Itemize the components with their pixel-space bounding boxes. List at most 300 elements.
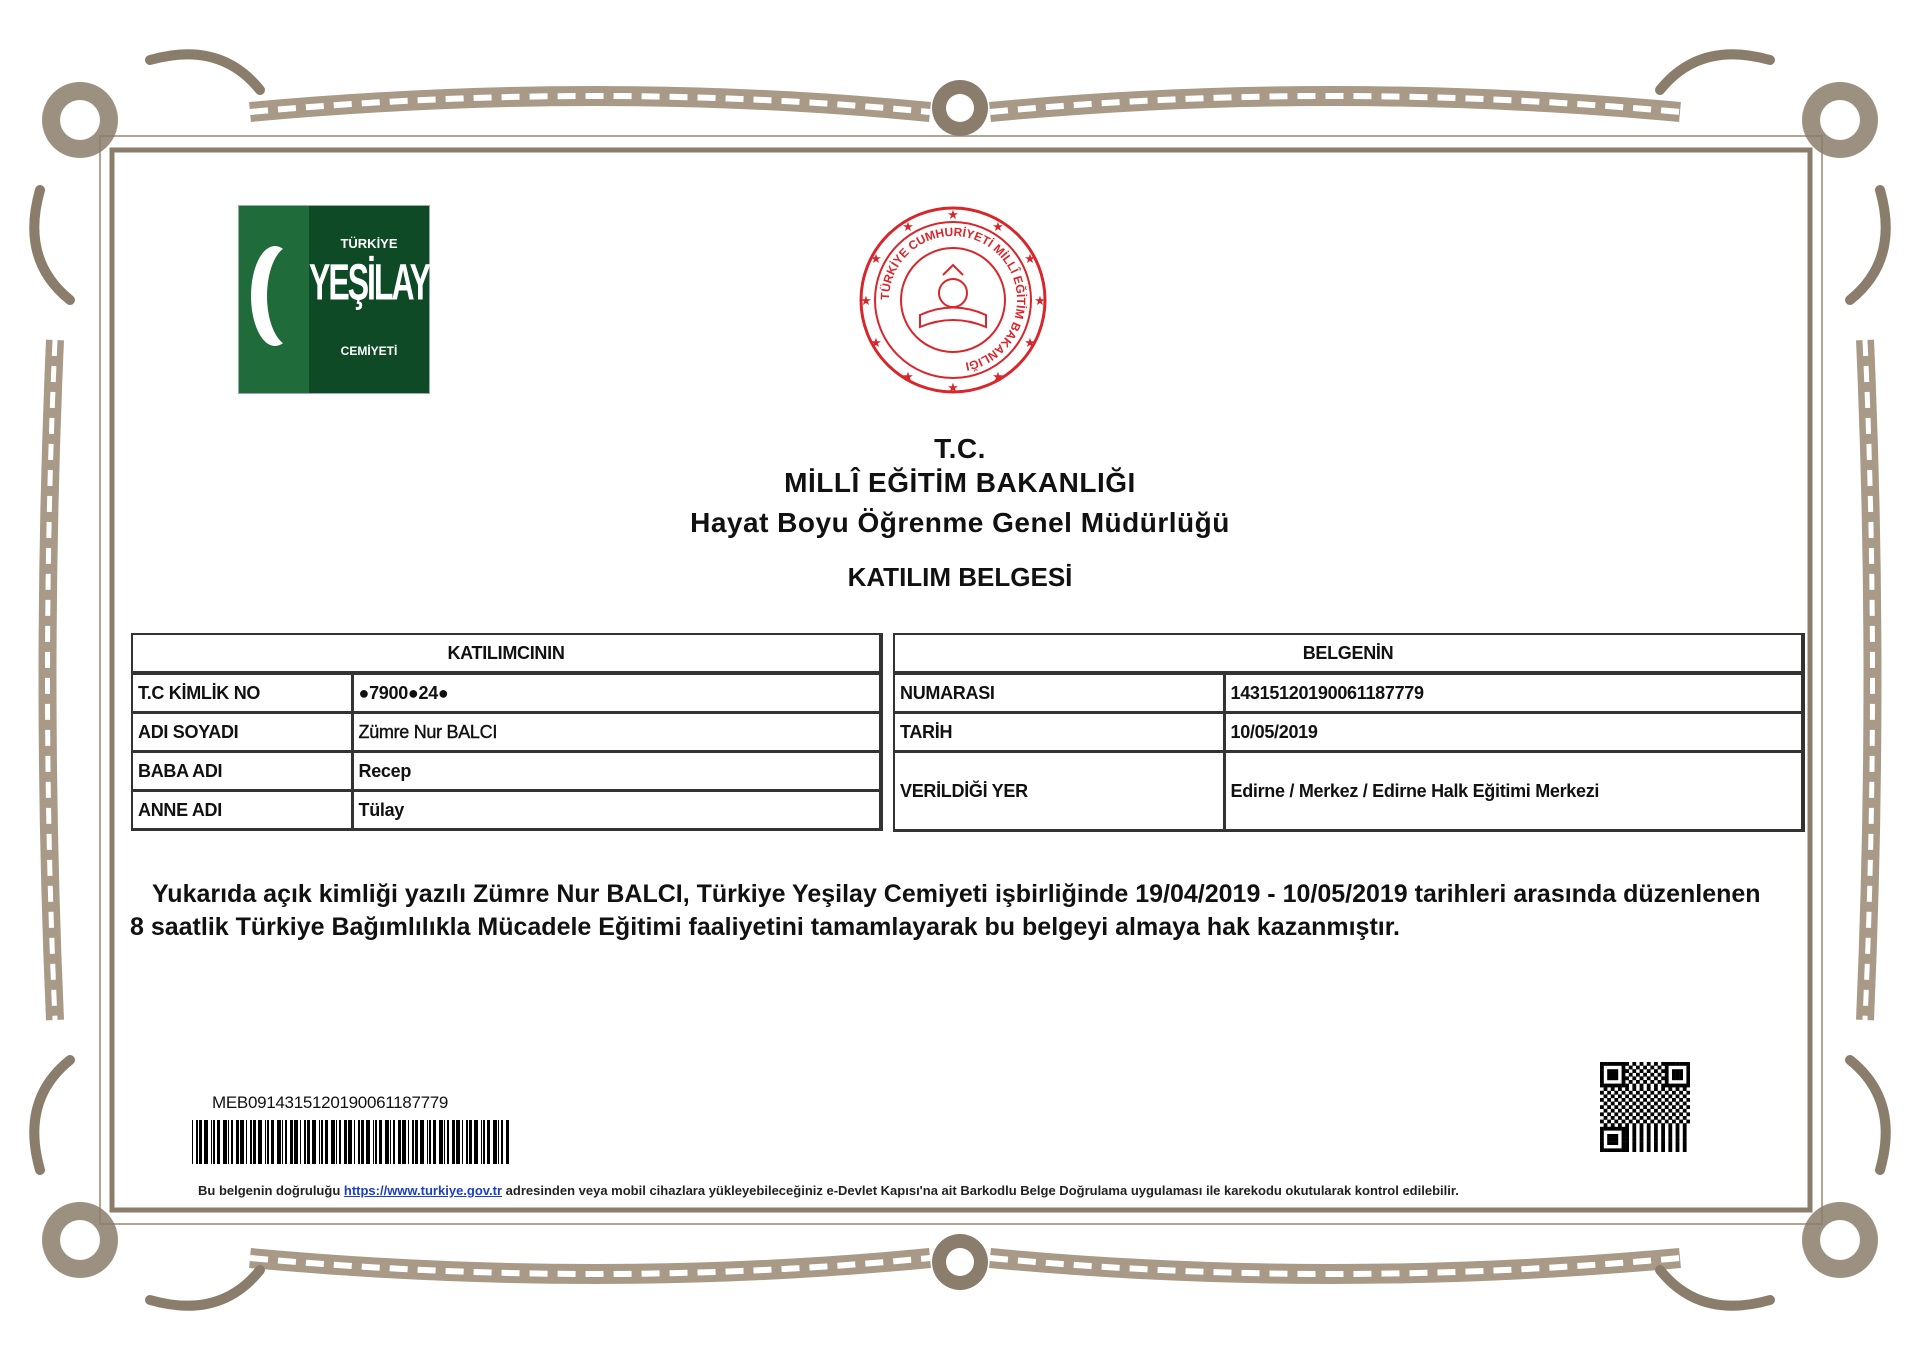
qr-module: [1658, 1120, 1662, 1124]
qr-module: [1618, 1062, 1622, 1066]
qr-module: [1614, 1098, 1618, 1102]
qr-module: [1625, 1127, 1629, 1131]
verification-suffix: adresinden veya mobil cihazlara yükleyebileceğiniz e-Devlet Kapısı'na ait Barkodlu Belge Doğrulama uygulaması ile karekodu okutularak kontrol edilebilir.: [502, 1183, 1459, 1198]
mother-name-value: Tülay: [352, 791, 881, 830]
barcode-bar: [506, 1120, 509, 1164]
svg-text:★: ★: [947, 380, 959, 395]
qr-module: [1625, 1138, 1629, 1142]
qr-module: [1600, 1084, 1604, 1088]
barcode-bar: [213, 1120, 215, 1164]
qr-module: [1654, 1138, 1658, 1142]
qr-module: [1647, 1148, 1651, 1152]
qr-module: [1600, 1148, 1604, 1152]
row-label: ANNE ADI: [132, 791, 352, 830]
svg-text:★: ★: [947, 207, 959, 222]
qr-module: [1654, 1109, 1658, 1113]
qr-module: [1625, 1069, 1629, 1073]
barcode-bar: [265, 1120, 266, 1164]
qr-module: [1668, 1127, 1672, 1131]
row-label: ADI SOYADI: [132, 713, 352, 752]
qr-module: [1614, 1148, 1618, 1152]
qr-module: [1607, 1127, 1611, 1131]
qr-module: [1604, 1102, 1608, 1106]
certificate-number-value: 14315120190061187779: [1224, 673, 1803, 713]
qr-module: [1622, 1130, 1626, 1134]
qr-module: [1625, 1087, 1629, 1091]
qr-module: [1629, 1066, 1633, 1070]
qr-module: [1665, 1069, 1669, 1073]
barcode-bar: [361, 1120, 364, 1164]
qr-module: [1676, 1134, 1680, 1138]
barcode-bar: [290, 1120, 293, 1164]
barcode-bar: [429, 1120, 431, 1164]
qr-module: [1625, 1076, 1629, 1080]
participant-table: [131, 633, 883, 831]
qr-module: [1611, 1148, 1615, 1152]
qr-module: [1632, 1134, 1636, 1138]
qr-module: [1661, 1123, 1665, 1127]
barcode-bar: [285, 1120, 287, 1164]
qr-module: [1672, 1069, 1676, 1073]
barcode-bar: [474, 1120, 478, 1164]
qr-module: [1668, 1102, 1672, 1106]
barcode-bar: [258, 1120, 262, 1164]
barcode-bar: [228, 1120, 229, 1164]
qr-module: [1661, 1145, 1665, 1149]
document-title: KATILIM BELGESİ: [847, 562, 1073, 592]
barcode-bar: [339, 1120, 341, 1164]
qr-module: [1650, 1120, 1654, 1124]
qr-module: [1661, 1138, 1665, 1142]
qr-module: [1611, 1127, 1615, 1131]
qr-module: [1654, 1123, 1658, 1127]
table-row: [894, 673, 1803, 713]
qr-module: [1679, 1062, 1683, 1066]
qr-module: [1665, 1062, 1669, 1066]
qr-module: [1640, 1141, 1644, 1145]
qr-module: [1676, 1102, 1680, 1106]
qr-module: [1672, 1084, 1676, 1088]
qr-module: [1647, 1138, 1651, 1142]
qr-module: [1629, 1073, 1633, 1077]
qr-module: [1679, 1076, 1683, 1080]
barcode-bar: [304, 1120, 306, 1164]
qr-module: [1625, 1134, 1629, 1138]
qr-module: [1650, 1098, 1654, 1102]
qr-module: [1636, 1098, 1640, 1102]
qr-module: [1658, 1091, 1662, 1095]
qr-module: [1654, 1127, 1658, 1131]
logo-text-turkiye: TÜRKİYE: [340, 236, 398, 251]
barcode-bar: [223, 1120, 227, 1164]
qr-module: [1683, 1109, 1687, 1113]
qr-module: [1622, 1138, 1626, 1142]
qr-module: [1629, 1120, 1633, 1124]
barcode-bar: [358, 1120, 360, 1164]
qr-module: [1600, 1066, 1604, 1070]
qr-module: [1672, 1105, 1676, 1109]
qr-module: [1679, 1073, 1683, 1077]
header-ministry: MİLLÎ EĞİTİM BAKANLIĞI: [784, 467, 1136, 498]
qr-module: [1600, 1134, 1604, 1138]
qr-module: [1654, 1141, 1658, 1145]
qr-module: [1632, 1127, 1636, 1131]
qr-module: [1611, 1073, 1615, 1077]
barcode-bar: [415, 1120, 418, 1164]
barcode-bar: [498, 1120, 499, 1164]
qr-module: [1607, 1120, 1611, 1124]
qr-module: [1618, 1148, 1622, 1152]
qr-code[interactable]: [1600, 1062, 1690, 1152]
qr-module: [1629, 1080, 1633, 1084]
qr-module: [1625, 1116, 1629, 1120]
qr-module: [1668, 1084, 1672, 1088]
qr-module: [1647, 1141, 1651, 1145]
svg-text:★: ★: [1024, 335, 1036, 350]
qr-module: [1647, 1130, 1651, 1134]
qr-module: [1640, 1138, 1644, 1142]
qr-module: [1640, 1109, 1644, 1113]
qr-module: [1647, 1087, 1651, 1091]
qr-module: [1643, 1098, 1647, 1102]
qr-module: [1643, 1080, 1647, 1084]
qr-module: [1683, 1127, 1687, 1131]
qr-module: [1629, 1091, 1633, 1095]
qr-module: [1622, 1091, 1626, 1095]
qr-module: [1600, 1138, 1604, 1142]
qr-module: [1647, 1123, 1651, 1127]
qr-module: [1640, 1145, 1644, 1149]
qr-module: [1658, 1073, 1662, 1077]
barcode-bar: [312, 1120, 316, 1164]
qr-module: [1647, 1134, 1651, 1138]
qr-module: [1614, 1120, 1618, 1124]
table-row: [132, 713, 881, 752]
qr-module: [1672, 1098, 1676, 1102]
barcode-bar: [199, 1120, 202, 1164]
qr-module: [1665, 1098, 1669, 1102]
barcode-bar: [204, 1120, 208, 1164]
qr-module: [1640, 1084, 1644, 1088]
barcode-bar: [277, 1120, 281, 1164]
qr-module: [1654, 1094, 1658, 1098]
qr-module: [1665, 1112, 1669, 1116]
qr-module: [1600, 1091, 1604, 1095]
qr-module: [1600, 1127, 1604, 1131]
barcode-bar: [439, 1120, 443, 1164]
qr-module: [1650, 1112, 1654, 1116]
qr-module: [1604, 1109, 1608, 1113]
qr-module: [1625, 1094, 1629, 1098]
barcode-bar: [373, 1120, 374, 1164]
qr-module: [1672, 1062, 1676, 1066]
qr-module: [1650, 1080, 1654, 1084]
qr-module: [1625, 1109, 1629, 1113]
qr-module: [1614, 1062, 1618, 1066]
qr-module: [1654, 1087, 1658, 1091]
qr-module: [1661, 1109, 1665, 1113]
qr-module: [1604, 1094, 1608, 1098]
qr-module: [1607, 1084, 1611, 1088]
qr-module: [1658, 1080, 1662, 1084]
qr-module: [1650, 1091, 1654, 1095]
qr-module: [1647, 1076, 1651, 1080]
qr-module: [1636, 1112, 1640, 1116]
barcode-bar: [246, 1120, 247, 1164]
qr-module: [1654, 1145, 1658, 1149]
qr-module: [1604, 1127, 1608, 1131]
qr-module: [1683, 1138, 1687, 1142]
qr-module: [1647, 1116, 1651, 1120]
qr-module: [1676, 1116, 1680, 1120]
barcode-bar: [344, 1120, 347, 1164]
qr-module: [1647, 1102, 1651, 1106]
barcode-bar: [319, 1120, 320, 1164]
qr-module: [1632, 1130, 1636, 1134]
svg-text:★: ★: [1024, 251, 1036, 266]
barcode-bar: [452, 1120, 455, 1164]
qr-module: [1611, 1109, 1615, 1113]
qr-module: [1668, 1123, 1672, 1127]
row-label: BABA ADI: [132, 752, 352, 791]
qr-module: [1661, 1069, 1665, 1073]
table-row: [894, 713, 1803, 752]
barcode-bar: [321, 1120, 323, 1164]
qr-module: [1640, 1062, 1644, 1066]
qr-module: [1614, 1076, 1618, 1080]
barcode-bar: [240, 1120, 244, 1164]
barcode-bar: [433, 1120, 436, 1164]
barcode-bar: [282, 1120, 283, 1164]
qr-module: [1672, 1076, 1676, 1080]
qr-module: [1676, 1069, 1680, 1073]
qr-module: [1650, 1066, 1654, 1070]
qr-module: [1636, 1066, 1640, 1070]
qr-module: [1676, 1076, 1680, 1080]
qr-module: [1640, 1130, 1644, 1134]
barcode-bar: [267, 1120, 269, 1164]
qr-module: [1618, 1084, 1622, 1088]
qr-module: [1600, 1145, 1604, 1149]
body-text: Yukarıda açık kimliği yazılı Zümre Nur BALCI, Türkiye Yeşilay Cemiyeti işbirliğinde 19/04/2019 - 10/05/2019 tarihleri arasında düzenlenen 8 saatlik Türkiye Bağımlılıkla Mücadele Eğitimi faaliyetini tamamlayarak bu belgeyi almaya hak kazanmıştır.: [130, 880, 1761, 941]
qr-module: [1611, 1116, 1615, 1120]
qr-module: [1607, 1091, 1611, 1095]
qr-module: [1640, 1127, 1644, 1131]
qr-module: [1611, 1102, 1615, 1106]
qr-module: [1676, 1109, 1680, 1113]
qr-module: [1654, 1102, 1658, 1106]
barcode-bar: [217, 1120, 220, 1164]
qr-module: [1668, 1109, 1672, 1113]
seal-ring-text: TÜRKİYE CUMHURİYETİ MİLLÎ EĞİTİM BAKANLIĞI: [877, 224, 1029, 374]
qr-module: [1622, 1076, 1626, 1080]
qr-module: [1622, 1134, 1626, 1138]
qr-module: [1636, 1073, 1640, 1077]
qr-module: [1676, 1073, 1680, 1077]
qr-module: [1607, 1112, 1611, 1116]
qr-module: [1676, 1084, 1680, 1088]
qr-module: [1679, 1098, 1683, 1102]
qr-module: [1658, 1098, 1662, 1102]
qr-module: [1632, 1102, 1636, 1106]
qr-module: [1600, 1076, 1604, 1080]
qr-module: [1607, 1138, 1611, 1142]
qr-module: [1665, 1120, 1669, 1124]
qr-module: [1661, 1076, 1665, 1080]
verification-link[interactable]: https://www.turkiye.gov.tr: [343, 1183, 503, 1198]
qr-module: [1625, 1084, 1629, 1088]
qr-module: [1654, 1084, 1658, 1088]
qr-module: [1618, 1123, 1622, 1127]
qr-module: [1607, 1062, 1611, 1066]
barcode-bar: [420, 1120, 424, 1164]
qr-module: [1683, 1148, 1687, 1152]
barcode-bar: [253, 1120, 256, 1164]
qr-module: [1600, 1130, 1604, 1134]
barcode-bar: [331, 1120, 335, 1164]
qr-module: [1611, 1134, 1615, 1138]
qr-module: [1611, 1087, 1615, 1091]
qr-module: [1600, 1080, 1604, 1084]
barcode-bar: [447, 1120, 449, 1164]
qr-module: [1676, 1148, 1680, 1152]
qr-module: [1683, 1084, 1687, 1088]
qr-module: [1661, 1116, 1665, 1120]
qr-module: [1632, 1069, 1636, 1073]
qr-module: [1647, 1062, 1651, 1066]
qr-module: [1640, 1102, 1644, 1106]
qr-module: [1600, 1098, 1604, 1102]
qr-module: [1683, 1116, 1687, 1120]
qr-module: [1686, 1120, 1690, 1124]
qr-module: [1686, 1062, 1690, 1066]
qr-module: [1661, 1102, 1665, 1106]
qr-module: [1614, 1141, 1618, 1145]
qr-module: [1679, 1069, 1683, 1073]
qr-module: [1625, 1148, 1629, 1152]
qr-module: [1665, 1066, 1669, 1070]
qr-module: [1632, 1094, 1636, 1098]
qr-module: [1686, 1091, 1690, 1095]
qr-module: [1614, 1112, 1618, 1116]
header-directorate: Hayat Boyu Öğrenme Genel Müdürlüğü: [690, 507, 1230, 538]
qr-module: [1632, 1084, 1636, 1088]
qr-module: [1640, 1094, 1644, 1098]
barcode-bar: [271, 1120, 274, 1164]
qr-module: [1668, 1087, 1672, 1091]
qr-module: [1661, 1134, 1665, 1138]
qr-module: [1676, 1130, 1680, 1134]
table-row: [132, 791, 881, 830]
qr-module: [1611, 1094, 1615, 1098]
name-value: Zümre Nur BALCI: [352, 713, 881, 752]
qr-module: [1668, 1134, 1672, 1138]
qr-module: [1665, 1080, 1669, 1084]
qr-module: [1654, 1076, 1658, 1080]
barcode-bar: [390, 1120, 391, 1164]
qr-module: [1622, 1098, 1626, 1102]
qr-module: [1614, 1084, 1618, 1088]
qr-module: [1632, 1062, 1636, 1066]
certificate-heading: BELGENİN: [894, 634, 1803, 673]
qr-module: [1636, 1080, 1640, 1084]
yesilay-logo: [238, 205, 430, 394]
qr-module: [1611, 1138, 1615, 1142]
qr-module: [1622, 1112, 1626, 1116]
qr-module: [1683, 1145, 1687, 1149]
barcode-bar: [379, 1120, 382, 1164]
qr-module: [1604, 1084, 1608, 1088]
qr-module: [1654, 1148, 1658, 1152]
qr-module: [1607, 1076, 1611, 1080]
qr-module: [1604, 1087, 1608, 1091]
qr-module: [1600, 1120, 1604, 1124]
qr-module: [1618, 1127, 1622, 1131]
qr-module: [1611, 1062, 1615, 1066]
qr-module: [1654, 1069, 1658, 1073]
svg-text:★: ★: [902, 369, 914, 384]
barcode-number: MEB0914315120190061187779: [212, 1093, 449, 1112]
qr-module: [1672, 1073, 1676, 1077]
qr-module: [1614, 1127, 1618, 1131]
tc-id-value: ●7900●24●: [352, 673, 881, 713]
qr-module: [1683, 1134, 1687, 1138]
barcode-bar: [294, 1120, 298, 1164]
table-row: [894, 752, 1803, 831]
qr-module: [1672, 1091, 1676, 1095]
barcode-bar: [393, 1120, 395, 1164]
svg-text:★: ★: [992, 369, 1004, 384]
svg-text:★: ★: [870, 251, 882, 266]
qr-module: [1629, 1105, 1633, 1109]
qr-module: [1600, 1112, 1604, 1116]
qr-module: [1632, 1116, 1636, 1120]
qr-module: [1643, 1073, 1647, 1077]
qr-module: [1679, 1084, 1683, 1088]
qr-module: [1640, 1148, 1644, 1152]
qr-module: [1604, 1123, 1608, 1127]
qr-module: [1643, 1066, 1647, 1070]
qr-module: [1658, 1066, 1662, 1070]
barcode-bar: [196, 1120, 198, 1164]
qr-module: [1611, 1123, 1615, 1127]
qr-module: [1614, 1138, 1618, 1142]
qr-module: [1643, 1091, 1647, 1095]
barcode-bar: [348, 1120, 352, 1164]
qr-module: [1632, 1145, 1636, 1149]
qr-module: [1611, 1069, 1615, 1073]
qr-module: [1676, 1087, 1680, 1091]
qr-module: [1661, 1148, 1665, 1152]
qr-module: [1614, 1091, 1618, 1095]
qr-module: [1668, 1062, 1672, 1066]
qr-module: [1686, 1105, 1690, 1109]
qr-module: [1683, 1102, 1687, 1106]
barcode-bar: [300, 1120, 301, 1164]
barcode-bar: [487, 1120, 490, 1164]
qr-module: [1622, 1062, 1626, 1066]
barcode-bar: [250, 1120, 252, 1164]
certificate-date-value: 10/05/2019: [1224, 713, 1803, 752]
qr-module: [1676, 1138, 1680, 1142]
qr-module: [1640, 1087, 1644, 1091]
row-label: TARİH: [894, 713, 1224, 752]
qr-module: [1683, 1062, 1687, 1066]
qr-module: [1600, 1073, 1604, 1077]
qr-module: [1650, 1105, 1654, 1109]
qr-module: [1686, 1112, 1690, 1116]
qr-module: [1607, 1105, 1611, 1109]
